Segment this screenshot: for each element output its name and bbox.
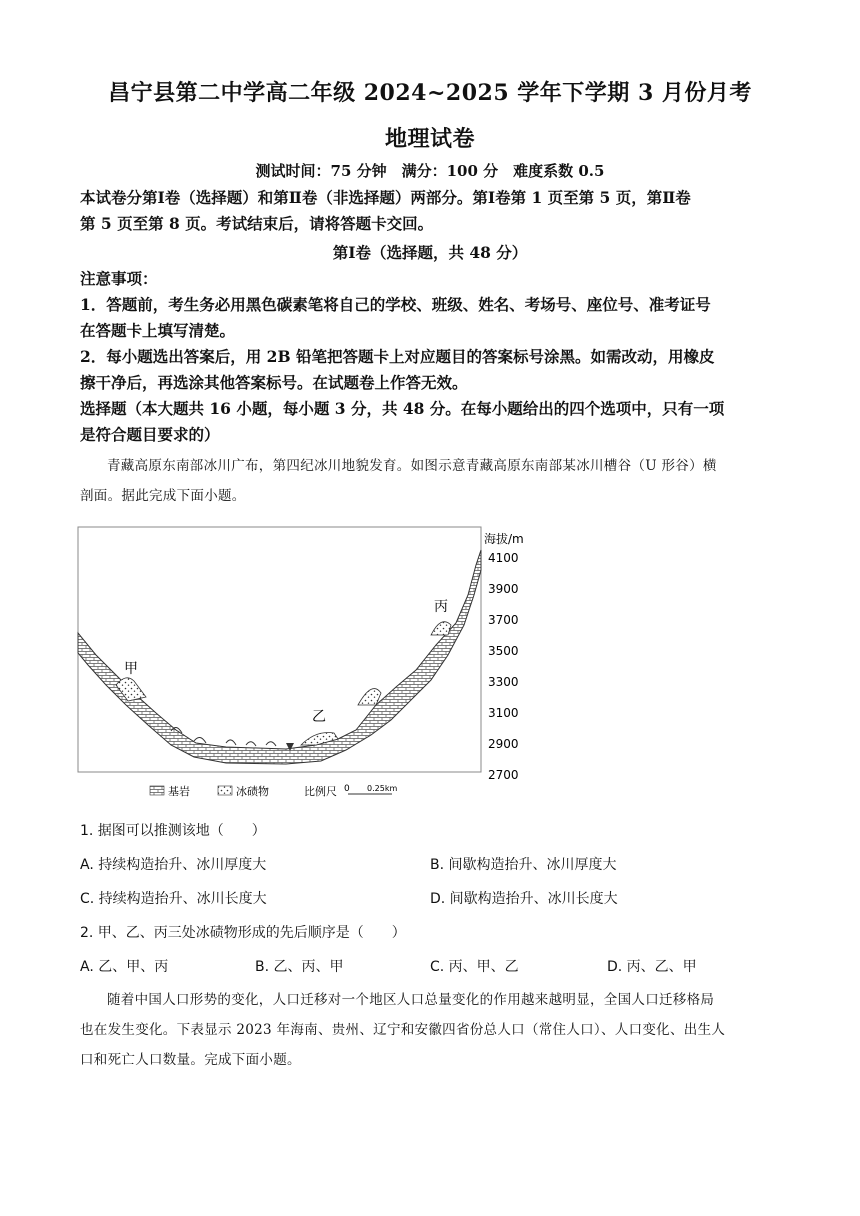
legend-moraine: 冰碛物 [236, 785, 269, 798]
bedrock-layer [78, 550, 481, 764]
passage-line: 随着中国人口形势的变化，人口迁移对一个地区人口总量变化的作用越来越明显，全国人口迁移格局 [107, 992, 715, 1008]
exam-title: 昌宁县第二中学高二年级 2024~2025 学年下学期 3 月份月考 [108, 80, 752, 106]
choice-instructions: 是符合题目要求的） [80, 425, 220, 444]
tick-label: 2700 [488, 768, 519, 782]
question-1-stem: 1. 据图可以推测该地（ ） [80, 823, 266, 839]
figure-frame [78, 527, 481, 772]
figure-legend [150, 784, 397, 798]
label-yi: 乙 [312, 709, 326, 725]
passage-line: 口和死亡人口数量。完成下面小题。 [80, 1052, 301, 1068]
tick-label: 4100 [488, 551, 519, 565]
bedrock-swatch [150, 786, 164, 795]
q1-option-d[interactable]: D. 间歇构造抬升、冰川长度大 [430, 891, 618, 907]
exam-meta: 测试时间：75 分钟 满分：100 分 难度系数 0.5 [255, 162, 605, 180]
passage-line: 剖面。据此完成下面小题。 [80, 488, 246, 504]
notice-title: 注意事项： [80, 269, 158, 288]
tick-label: 3900 [488, 582, 519, 596]
intro-line: 第 5 页至第 8 页。考试结束后，请将答题卡交回。 [80, 214, 434, 233]
section-title: 第Ⅰ卷（选择题，共 48 分） [332, 243, 528, 262]
passage-line: 也在发生变化。下表显示 2023 年海南、贵州、辽宁和安徽四省份总人口（常住人口）、人口变化、出生人 [80, 1022, 726, 1038]
passage-population [80, 985, 785, 1075]
q1-option-a[interactable]: A. 持续构造抬升、冰川厚度大 [80, 857, 267, 873]
tick-label: 3100 [488, 706, 519, 720]
notice-line: 在答题卡上填写清楚。 [80, 321, 236, 340]
choice-instructions: 选择题（本大题共 16 小题，每小题 3 分，共 48 分。在每小题给出的四个选项中，只有一项 [80, 399, 725, 418]
intro-text [80, 185, 785, 237]
tick-label: 3500 [488, 644, 519, 658]
label-bing: 丙 [434, 599, 448, 615]
passage-line: 青藏高原东南部冰川广布，第四纪冰川地貌发育。如图示意青藏高原东南部某冰川槽谷（U 形谷）横 [107, 458, 717, 474]
notice-line: 1．答题前，考生务必用黑色碳素笔将自己的学校、班级、姓名、考场号、座位号、准考证号 [80, 295, 711, 314]
notice-line: 擦干净后，再选涂其他答案标号。在试题卷上作答无效。 [80, 373, 468, 392]
tick-label: 2900 [488, 737, 519, 751]
notice-line: 2．每小题选出答案后，用 2B 铅笔把答题卡上对应题目的答案标号涂黑。如需改动，用橡皮 [80, 347, 715, 366]
q1-option-b[interactable]: B. 间歇构造抬升、冰川厚度大 [430, 857, 617, 873]
scale-value: 0.25km [367, 784, 398, 793]
q2-option-d[interactable]: D. 丙、乙、甲 [607, 959, 697, 975]
moraine-swatch [218, 786, 232, 795]
axis-title: 海拔/m [484, 532, 524, 546]
tick-label: 3700 [488, 613, 519, 627]
q2-option-b[interactable]: B. 乙、丙、甲 [255, 959, 344, 975]
tick-label: 3300 [488, 675, 519, 689]
legend-bedrock: 基岩 [168, 785, 190, 798]
intro-line: 本试卷分第Ⅰ卷（选择题）和第Ⅱ卷（非选择题）两部分。第Ⅰ卷第 1 页至第 5 页，第Ⅱ卷 [80, 188, 691, 207]
scale-zero: 0 [344, 784, 350, 794]
elevation-ticks [488, 551, 519, 782]
q2-option-c[interactable]: C. 丙、甲、乙 [430, 959, 519, 975]
legend-scale-label: 比例尺 [304, 785, 337, 798]
notice-block [80, 266, 785, 448]
moraine-bing [431, 622, 451, 635]
glacier-valley-figure [76, 525, 546, 805]
label-jia: 甲 [124, 661, 138, 677]
q1-option-c[interactable]: C. 持续构造抬升、冰川长度大 [80, 891, 267, 907]
exam-subject: 地理试卷 [384, 126, 475, 152]
moraine-right-mound [358, 689, 381, 705]
question-2-stem: 2. 甲、乙、丙三处冰碛物形成的先后顺序是（ ） [80, 925, 406, 941]
passage-glacier [80, 451, 785, 511]
q2-option-a[interactable]: A. 乙、甲、丙 [80, 959, 169, 975]
